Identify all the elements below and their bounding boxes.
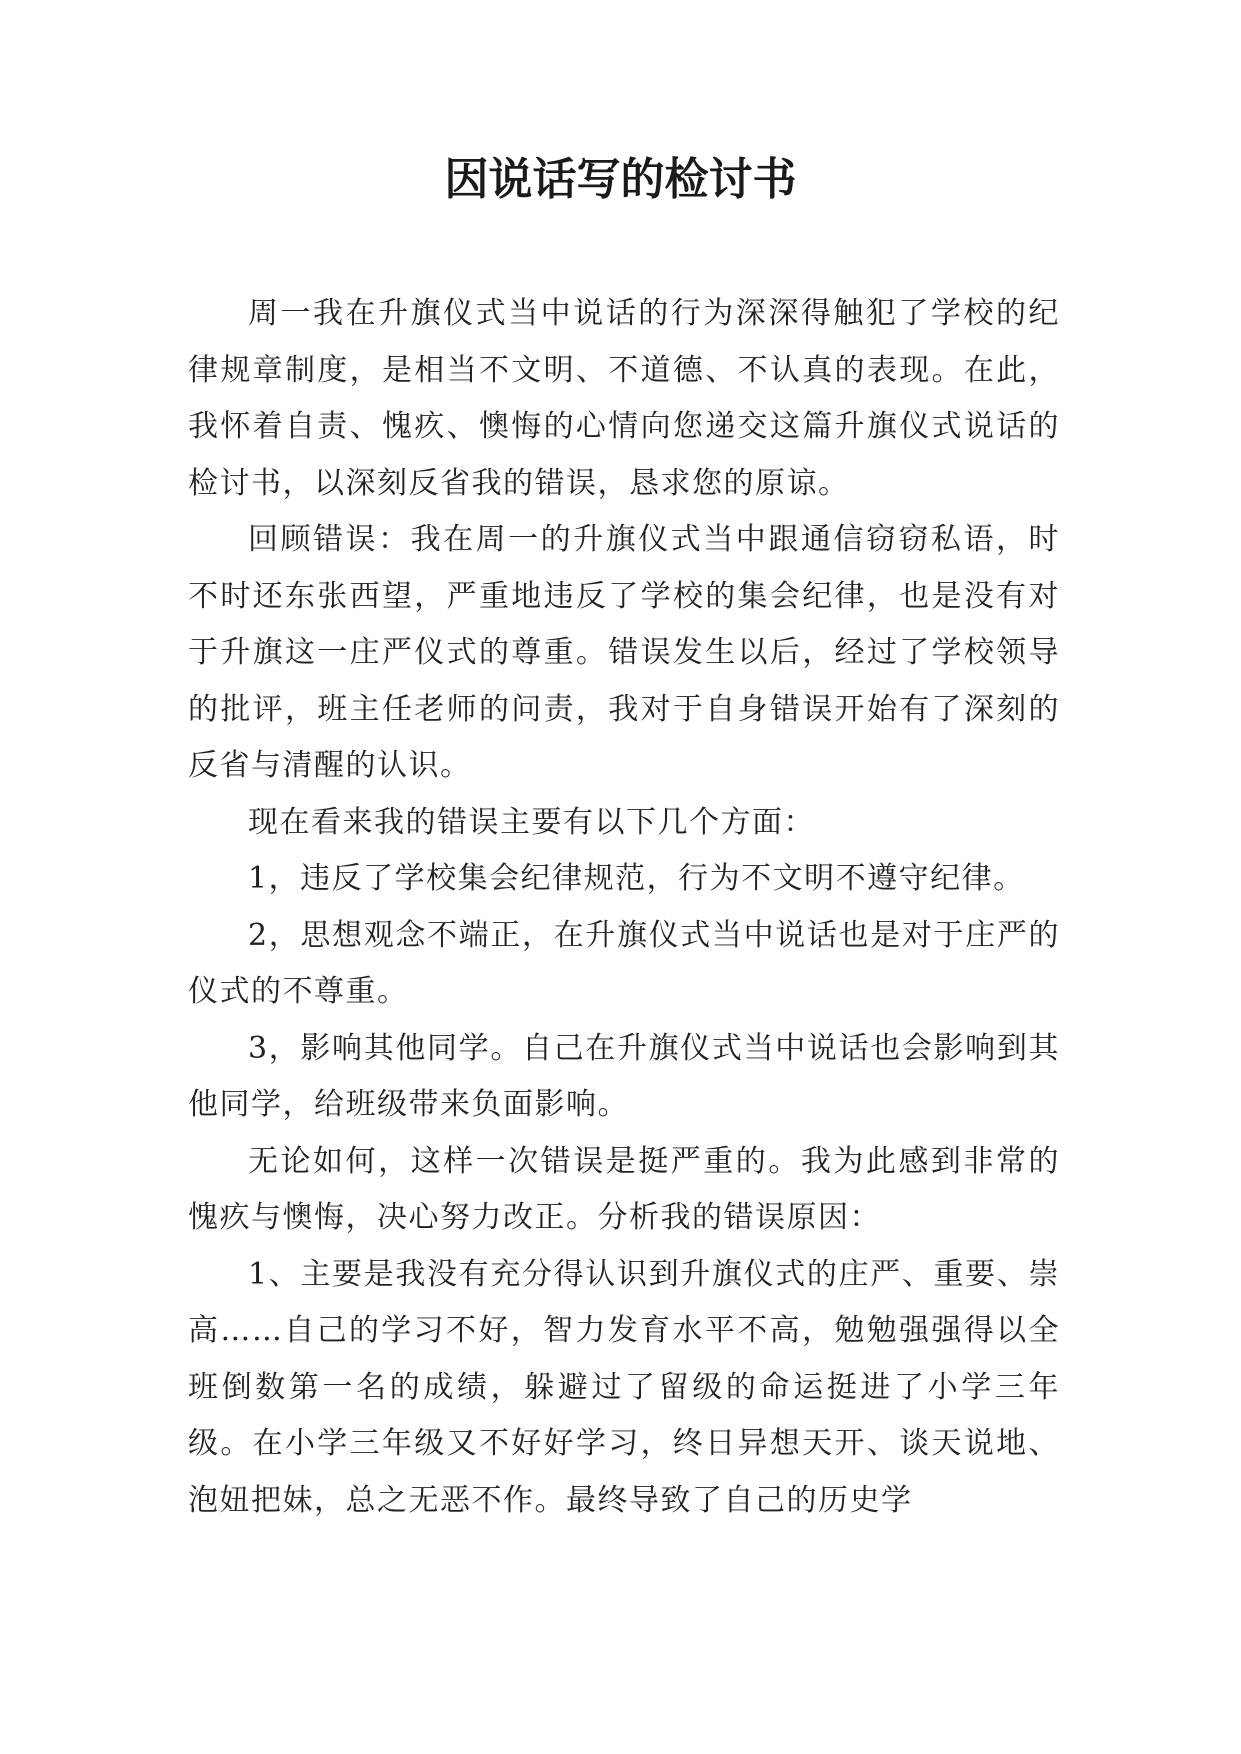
paragraph-aspect-3: 3，影响其他同学。自己在升旗仪式当中说话也会影响到其他同学，给班级带来负面影响。 xyxy=(188,1030,1060,1122)
paragraph-intro: 周一我在升旗仪式当中说话的行为深深得触犯了学校的纪律规章制度，是相当不文明、不道德、不认真的表现。在此，我怀着自责、愧疚、懊悔的心情向您递交这篇升旗仪式说话的检讨书，以深刻反省我的错误，恳求您的原谅。 xyxy=(188,296,1060,501)
paragraph-reflection: 无论如何，这样一次错误是挺严重的。我为此感到非常的愧疚与懊悔，决心努力改正。分析我的错误原因： xyxy=(188,1143,1060,1235)
paragraph-aspects-heading: 现在看来我的错误主要有以下几个方面： xyxy=(248,804,815,840)
document-title: 因说话写的检讨书 xyxy=(444,154,797,205)
document-body xyxy=(188,286,1060,1529)
paragraph-review: 回顾错误：我在周一的升旗仪式当中跟通信窃窃私语，时不时还东张西望，严重地违反了学校的集会纪律，也是没有对于升旗这一庄严仪式的尊重。错误发生以后，经过了学校领导的批评，班主任老师的问责，我对于自身错误开始有了深刻的反省与清醒的认识。 xyxy=(188,522,1060,783)
paragraph-cause-1: 1、主要是我没有充分得认识到升旗仪式的庄严、重要、崇高……自己的学习不好，智力发育水平不高，勉勉强强得以全班倒数第一名的成绩，躲避过了留级的命运挺进了小学三年级。在小学三年级又不好好学习，终日异想天开、谈天说地、泡妞把妹，总之无恶不作。最终导致了自己的历史学 xyxy=(188,1256,1060,1518)
paragraph-aspect-2: 2，思想观念不端正，在升旗仪式当中说话也是对于庄严的仪式的不尊重。 xyxy=(188,917,1060,1009)
paragraph-aspect-1: 1，违反了学校集会纪律规范，行为不文明不遵守纪律。 xyxy=(248,861,1025,896)
